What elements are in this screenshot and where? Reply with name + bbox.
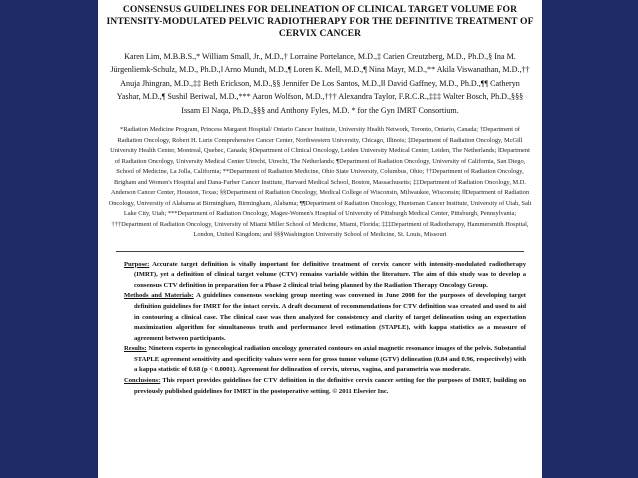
- results-text: Nineteen experts in gynecological radiation oncology generated contours on axial magnetic resonance images of the pelvis. Substantial STAPLE agreement sensitivity and specificity values were seen for gross tumor volume (GTV) delineation (0.84 and 0.96, respectively) with a kappa statistic of 0.68 (p < 0.0001). Agreement for delineation of cervix, uterus, vagina, and parametria was moderate.: [134, 345, 526, 374]
- abstract-methods: [124, 291, 526, 344]
- divider: [116, 251, 524, 252]
- abstract-purpose: [124, 260, 526, 292]
- purpose-text: Accurate target definition is vitally important for definitive treatment of cervix cancer with intensity-modulated radiotherapy (IMRT), yet a definition of clinical target volume (CTV) remains variable within the literature. The aim of this study was to develop a consensus CTV definition in preparation for a Phase 2 clinical trial being planned by the Radiation Therapy Oncology Group.: [134, 260, 526, 289]
- author-list: Karen Lim, M.B.B.S.,* William Small, Jr., M.D.,† Lorraine Portelance, M.D.,‡ Carien Creutzberg, M.D., Ph.D.,§ Ina M. Jürgenliemk-Schulz, M.D., Ph.D.,‖ Arno Mundt, M.D.,¶ Loren K. Mell, M.D.,¶ Nina Mayr, M.D.,** Akila Viswanathan, M.D.,†† Anuja Jhingran, M.D.,‡‡ Beth Erickson, M.D.,§§ Jennifer De Los Santos, M.D.,‖‖ David Gaffney, M.D., Ph.D.,¶¶ Catheryn Yashar, M.D.,¶ Sushil Beriwal, M.D.,*** Aaron Wolfson, M.D.,††† Alexandra Taylor, F.R.C.R.,‡‡‡ Walter Bosch, Ph.D.,§§§ Issam El Naqa, Ph.D.,§§§ and Anthony Fyles, M.D. * for the Gyn IMRT Consortium.: [110, 52, 530, 115]
- copyright: © 2011 Elsevier Inc.: [330, 387, 389, 395]
- conclusions-text: This report provides guidelines for CTV definition in the definitive cervix cancer setting for the purposes of IMRT, building on previously published guidelines for IMRT in the postoperative setting.: [134, 377, 526, 395]
- conclusions-label: Conclusions:: [124, 377, 161, 385]
- abstract-results: [124, 344, 526, 376]
- methods-text: A guidelines consensus working group meeting was convened in June 2008 for the purposes of developing target definition guidelines for IMRT for the intact cervix. A draft document of recommendations for CTV definition was created and used to aid in contouring a clinical case. The clinical case was then analyzed for consistency and clarity of target delineation using an expectation maximization algorithm for simultaneous truth and performance level estimation (STAPLE), with kappa statistics as a measure of agreement between participants.: [134, 292, 527, 342]
- paper-page: [98, 0, 542, 478]
- results-label: Results:: [124, 345, 147, 353]
- abstract-conclusions: [124, 376, 526, 397]
- purpose-label: Purpose:: [124, 260, 150, 268]
- abstract: [114, 260, 526, 398]
- paper-title: CONSENSUS GUIDELINES FOR DELINEATION OF CLINICAL TARGET VOLUME FOR INTENSITY-MODULATED PELVIC RADIOTHERAPY FOR THE DEFINITIVE TREATMENT OF CERVIX CANCER: [106, 4, 534, 39]
- affiliations: *Radiation Medicine Program, Princess Margaret Hospital/ Ontario Cancer Institute, University Health Network, Toronto, Ontario, Canada; †Department of Radiation Oncology, Robert H. Lurie Comprehensive Cancer Center, Northwestern University, Chicago, Illinois; ‡Department of Radiation Oncology, McGill University Health Center, Montreal, Quebec, Canada; §Department of Clinical Oncology, Leiden University Medical Center, Leiden, The Netherlands; ‖Department of Radiation Oncology, University Medical Center Utrecht, Utrecht, The Netherlands; ¶Department of Radiation Oncology, University of California, San Diego, School of Medicine, La Jolla, California; **Department of Radiation Medicine, Ohio State University, Columbus, Ohio; ††Department of Radiation Oncology, Brigham and Women's Hospital and Dana-Farber Cancer Institute, Harvard Medical School, Boston, Massachusetts; ‡‡Department of Radiation Oncology, M.D. Anderson Cancer Center, Houston, Texas; §§Department of Radiation Oncology, Medical College of Wisconsin, Milwaukee, Wisconsin; ‖‖Department of Radiation Oncology, University of Alabama at Birmingham, Birmingham, Alabama; ¶¶Department of Radiation Oncology, Huntsman Cancer Institute, University of Utah, Salt Lake City, Utah; ***Department of Radiation Oncology, Magee-Women's Hospital of University of Pittsburgh Medical Center, Pittsburgh, Pennsylvania; †††Department of Radiation Oncology, University of Miami Miller School of Medicine, Miami, Florida; ‡‡‡Department of Radiotherapy, Hammersmith Hospital, London, United Kingdom; and §§§Washington University School of Medicine, St. Louis, Missouri: [108, 126, 532, 239]
- methods-label: Methods and Materials:: [124, 292, 194, 300]
